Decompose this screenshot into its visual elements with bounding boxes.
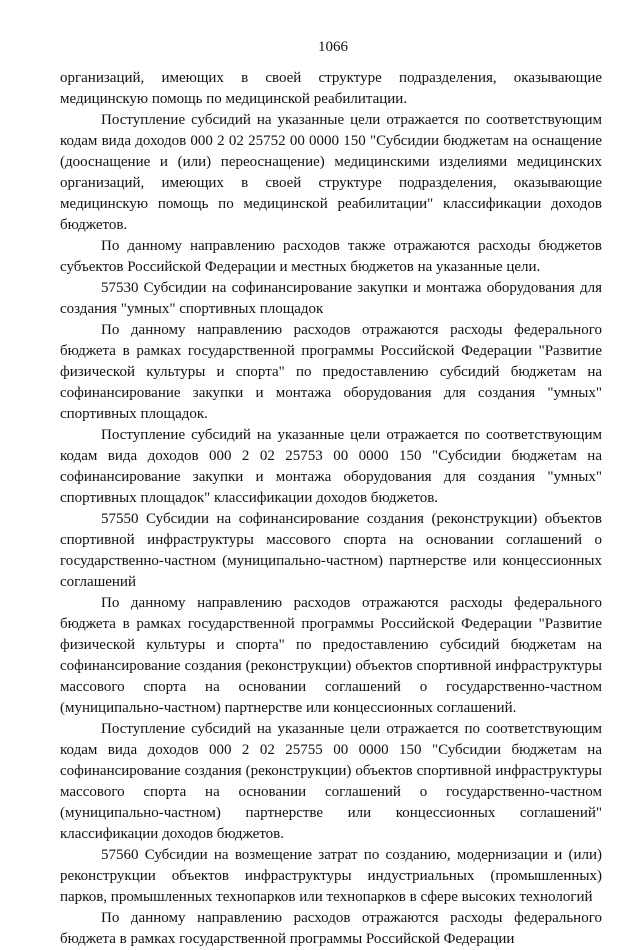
paragraph: По данному направлению расходов также отражаются расходы бюджетов субъектов Российской Федерации и местных бюджетов на указанные цели. [60, 238, 602, 275]
section-heading-57550: 57550 Субсидии на софинансирование создания (реконструкции) объектов спортивной инфраструктуры массового спорта на основании соглашений о государственно-частном (муниципально-частном) партнерстве или концессионных соглашений [60, 511, 602, 590]
paragraph: По данному направлению расходов отражаются расходы федерального бюджета в рамках государственной программы Российской Федерации "Развитие физической культуры и спорта" по предоставлению субсидий бюджетам на софинансирование закупки и монтажа оборудования для создания "умных" спортивных площадок. [60, 322, 602, 422]
paragraph: По данному направлению расходов отражаются расходы федерального бюджета в рамках государственной программы Российской Федерации "Развитие физической культуры и спорта" по предоставлению субсидий бюджетам на софинансирование создания (реконструкции) объектов спортивной инфраструктуры массового спорта на основании соглашений о государственно-частном (муниципально-частном) партнерстве или концессионных соглашений. [60, 595, 602, 716]
paragraph: организаций, имеющих в своей структуре подразделения, оказывающие медицинскую помощь по медицинской реабилитации. [60, 70, 602, 107]
page-number: 1066 [318, 39, 348, 55]
paragraph: Поступление субсидий на указанные цели отражается по соответствующим кодам вида доходов 000 2 02 25752 00 0000 150 "Субсидии бюджетам на оснащение (дооснащение и (или) переоснащение) медицинскими изделиями медицинских организаций, имеющих в своей структуре подразделения, оказывающие медицинскую помощь по медицинской реабилитации" классификации доходов бюджетов. [60, 112, 602, 233]
paragraph: Поступление субсидий на указанные цели отражается по соответствующим кодам вида доходов 000 2 02 25753 00 0000 150 "Субсидии бюджетам на софинансирование закупки и монтажа оборудования для создания "умных" спортивных площадок" классификации доходов бюджетов. [60, 427, 602, 506]
paragraph: По данному направлению расходов отражаются расходы федерального бюджета в рамках государственной программы Российской Федерации [60, 910, 602, 947]
paragraph: Поступление субсидий на указанные цели отражается по соответствующим кодам вида доходов 000 2 02 25755 00 0000 150 "Субсидии бюджетам на софинансирование создания (реконструкции) объектов спортивной инфраструктуры массового спорта на основании соглашений о государственно-частном (муниципально-частном) партнерстве или концессионных соглашений" классификации доходов бюджетов. [60, 721, 602, 842]
section-heading-57530: 57530 Субсидии на софинансирование закупки и монтажа оборудования для создания "умных" спортивных площадок [60, 280, 602, 317]
section-heading-57560: 57560 Субсидии на возмещение затрат по созданию, модернизации и (или) реконструкции объектов инфраструктуры индустриальных (промышленных) парков, промышленных технопарков или технопарков в сфере высоких технологий [60, 847, 602, 905]
